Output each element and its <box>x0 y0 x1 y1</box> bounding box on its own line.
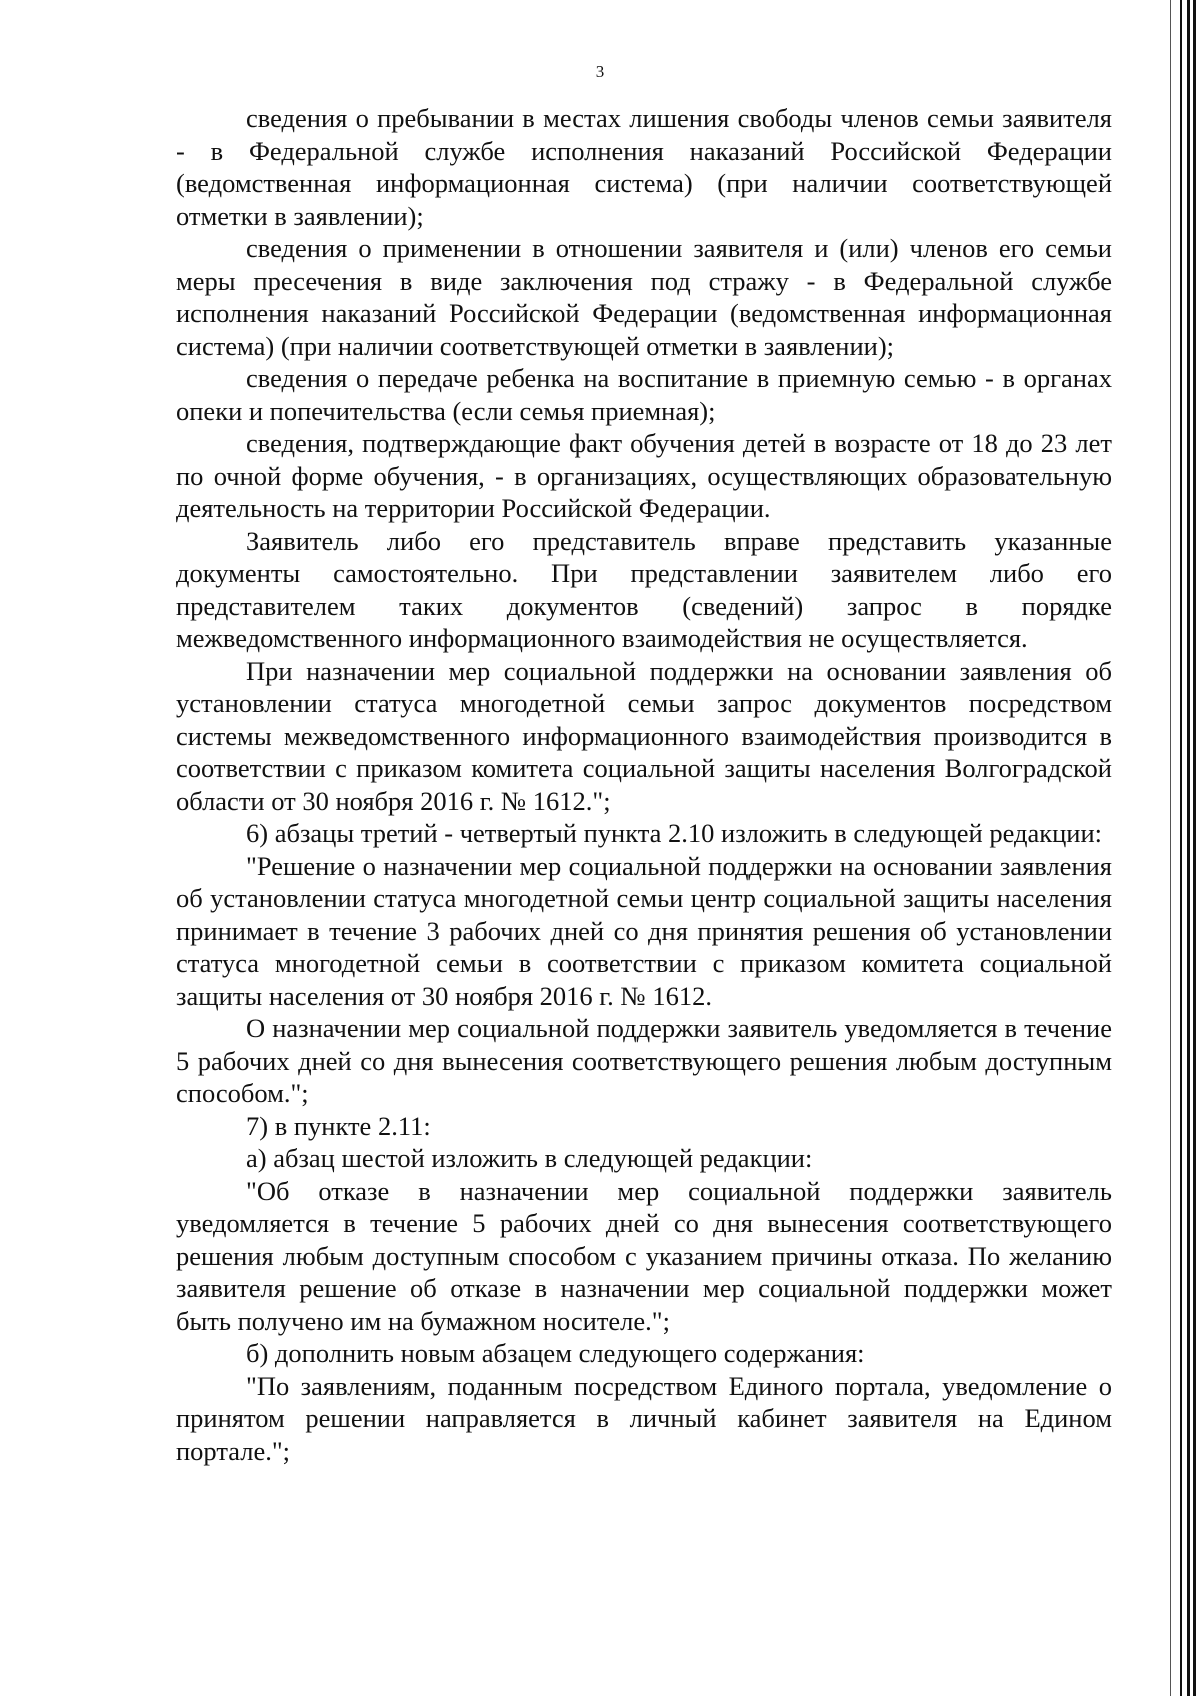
paragraph: "По заявлениям, поданным посредством Единого портала, уведомление о принятом решении направляется в личный кабинет заявителя на Едином портале."; <box>176 1370 1112 1466</box>
binding-line <box>1187 0 1190 1696</box>
paragraph: 6) абзацы третий - четвертый пункта 2.10 изложить в следующей редакции: <box>246 818 1103 848</box>
paragraph: сведения о пребывании в местах лишения свободы членов семьи заявителя - в Федеральной службе исполнения наказаний Российской Федерации (ведомственная информационная система) (при наличии соответствующей отметки в заявлении); <box>176 103 1112 231</box>
paragraph: Заявитель либо его представитель вправе представить указанные документы самостоятельно. При представлении заявителем либо его представителем таких документов (сведений) запрос в порядке межведомственного информационного взаимодействия не осуществляется. <box>176 525 1112 653</box>
paragraph: а) абзац шестой изложить в следующей редакции: <box>246 1143 813 1173</box>
binding-line <box>1170 0 1171 1696</box>
binding-line <box>1193 0 1196 1696</box>
paragraph: О назначении мер социальной поддержки заявитель уведомляется в течение 5 рабочих дней со дня вынесения соответствующего решения любым доступным способом."; <box>176 1013 1112 1108</box>
binding-line <box>1180 0 1182 1696</box>
paragraph: При назначении мер социальной поддержки на основании заявления об установлении статуса многодетной семьи запрос документов посредством системы межведомственного информационного взаимодействия производится в соответствии с приказом комитета социальной защиты населения Волгоградской области от 30 ноября 2016 г. № 1612."; <box>176 655 1112 816</box>
paragraph: "Решение о назначении мер социальной поддержки на основании заявления об установлении статуса многодетной семьи центр социальной защиты населения принимает в течение 3 рабочих дней со дня принятия решения об установлении статуса многодетной семьи в соответствии с приказом комитета социальной защиты населения от 30 ноября 2016 г. № 1612. <box>176 850 1112 1011</box>
document-body <box>176 102 1112 1467</box>
page-number: 3 <box>595 62 605 81</box>
paragraph: сведения о применении в отношении заявителя и (или) членов его семьи меры пресечения в виде заключения под стражу - в Федеральной службе исполнения наказаний Российской Федерации (ведомственная информационная система) (при наличии соответствующей отметки в заявлении); <box>176 233 1112 361</box>
paragraph: сведения о передаче ребенка на воспитание в приемную семью - в органах опеки и попечительства (если семья приемная); <box>176 363 1112 426</box>
paragraph: 7) в пункте 2.11: <box>246 1110 431 1141</box>
paragraph: "Об отказе в назначении мер социальной поддержки заявитель уведомляется в течение 5 рабочих дней со дня вынесения соответствующего решения любым доступным способом с указанием причины отказа. По желанию заявителя решение об отказе в назначении мер социальной поддержки может быть получено им на бумажном носителе."; <box>176 1175 1112 1336</box>
paragraph: сведения, подтверждающие факт обучения детей в возрасте от 18 до 23 лет по очной форме обучения, - в организациях, осуществляющих образовательную деятельность на территории Российской Федерации. <box>176 428 1112 523</box>
paragraph: б) дополнить новым абзацем следующего содержания: <box>246 1338 865 1368</box>
binding-edge-lines <box>1170 0 1200 1696</box>
